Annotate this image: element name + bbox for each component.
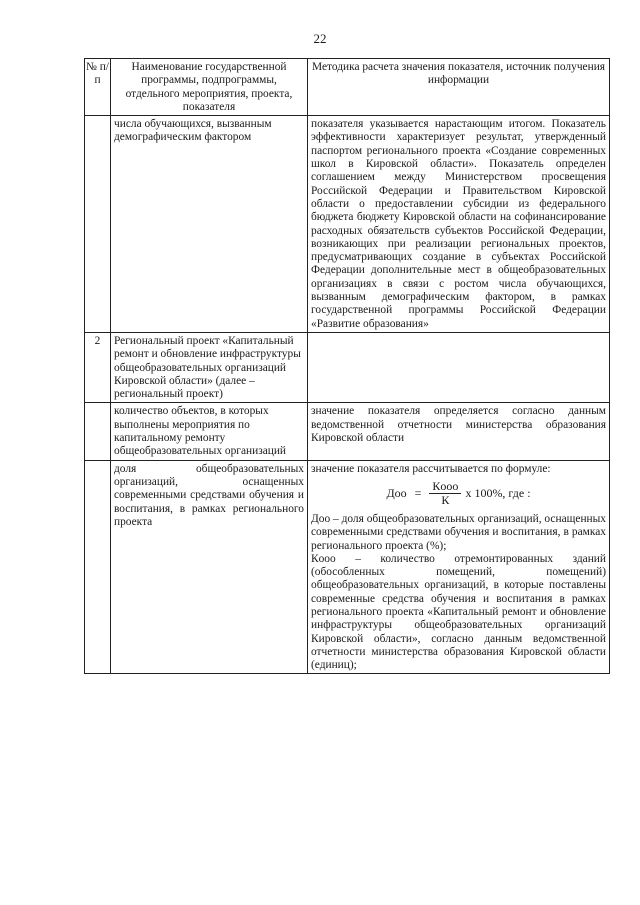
table-header-row <box>85 59 610 116</box>
row-method <box>308 460 610 674</box>
formula-equals: = <box>414 485 422 500</box>
definition-share: Дoo – доля общеобразовательных организаций, оснащенных современными средствами обучения и воспитания, в рамках регионального проекта (%); <box>311 512 606 552</box>
page-number: 22 <box>313 31 327 46</box>
formula-numerator: Кooo <box>429 480 461 494</box>
table-row <box>85 403 610 460</box>
formula-lhs: Дoo <box>386 485 407 500</box>
row-name: доля общеобразовательных организаций, оснащенных современными средствами обучения и воспитания, в рамках регионального проекта <box>111 460 308 674</box>
row-number <box>85 116 111 333</box>
row-number <box>85 460 111 674</box>
table-row <box>85 460 610 674</box>
definition-count: Кooo – количество отремонтированных зданий (обособленных помещений, помещений) общеобразовательных организаций, в которые поставлены современные средства обучения и воспитания в рамках регионального проекта «Капитальный ремонт и обновление инфраструктуры общеобразовательных организаций Кировской области», согласно данным ведомственной отчетности министерства образования Кировской области (единиц); <box>311 552 606 672</box>
row-name: числа обучающихся, вызванным демографическим фактором <box>111 116 308 333</box>
formula <box>311 480 606 507</box>
row-method: значение показателя определяется согласно данным ведомственной отчетности министерства образования Кировской области <box>308 403 610 460</box>
table-row <box>85 332 610 402</box>
formula-fraction <box>429 480 461 507</box>
table-row <box>85 116 610 333</box>
formula-tail: x 100%, где : <box>465 485 531 500</box>
header-number: № п/п <box>85 59 111 116</box>
formula-denominator: К <box>441 492 450 507</box>
header-name: Наименование государственной программы, подпрограммы, отдельного мероприятия, проекта, показателя <box>111 59 308 116</box>
row-name: количество объектов, в которых выполнены мероприятия по капитальному ремонту общеобразовательных организаций <box>111 403 308 460</box>
row-method <box>308 332 610 402</box>
row-method: показателя указывается нарастающим итогом. Показатель эффективности характеризует результат, утвержденный паспортом регионального проекта «Создание современных школ в Кировской области». Показатель определен соглашением между Министерством просвещения Российской Федерации и Правительством Кировской области о предоставлении субсидии из федерального бюджета бюджету Кировской области на софинансирование расходных обязательств субъектов Российской Федерации, возникающих при реализации региональных проектов, предусматривающих создание в субъектах Российской Федерации дополнительные мест в общеобразовательных организациях в связи с ростом числа обучающихся, вызванным демографическим фактором, в рамках государственной программы Российской Федерации «Развитие образования» <box>308 116 610 333</box>
row-name: Региональный проект «Капитальный ремонт и обновление инфраструктуры общеобразовательных организаций Кировской области» (далее – региональный проект) <box>111 332 308 402</box>
row-number <box>85 403 111 460</box>
header-method: Методика расчета значения показателя, источник получения информации <box>308 59 610 116</box>
indicator-table <box>84 58 610 674</box>
row-number: 2 <box>85 332 111 402</box>
formula-intro: значение показателя рассчитывается по формуле: <box>311 462 551 475</box>
